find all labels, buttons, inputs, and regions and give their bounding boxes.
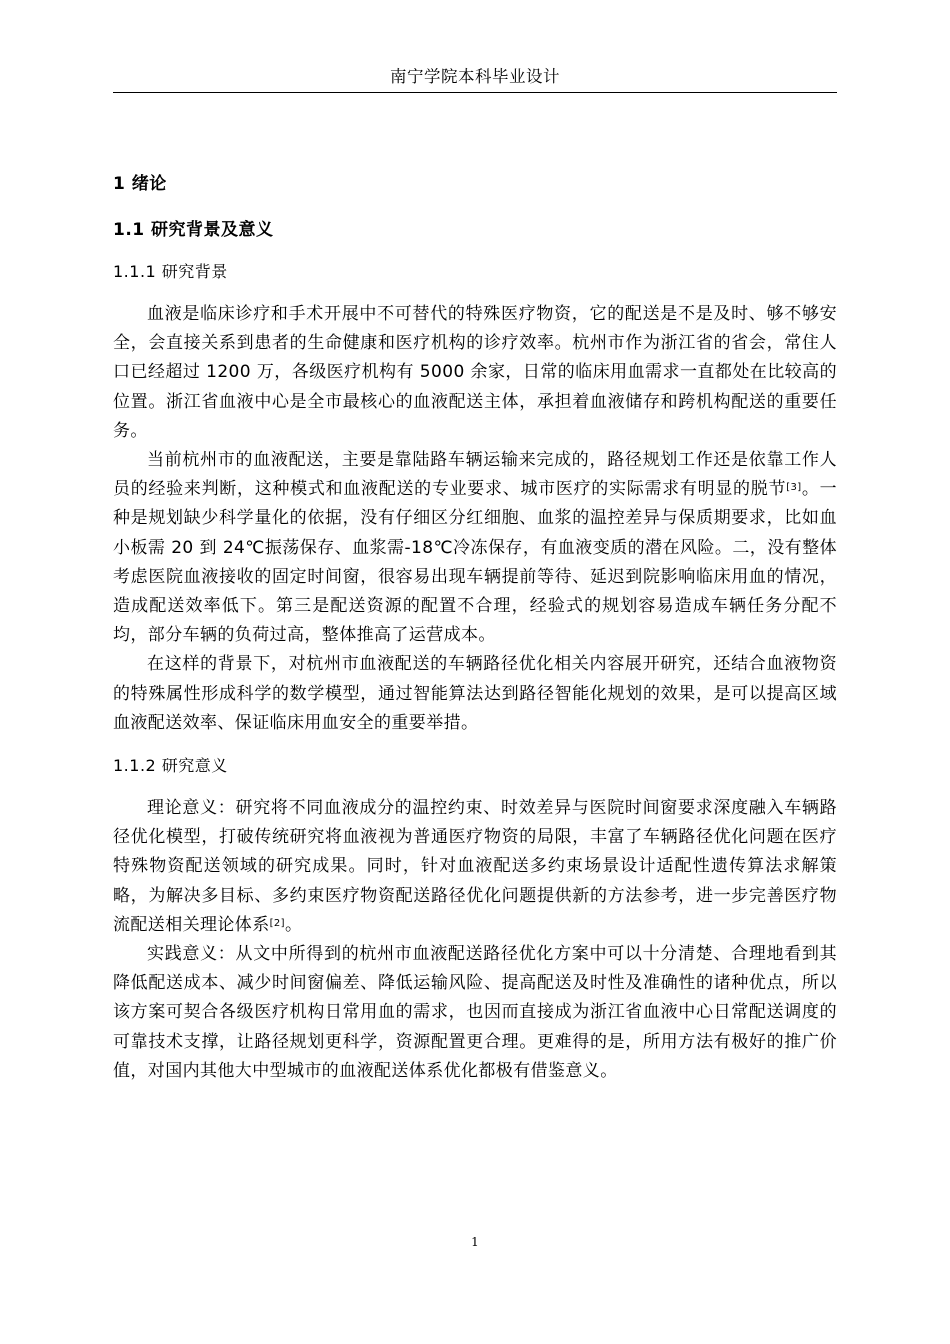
citation-ref: [2] xyxy=(269,917,285,929)
paragraph-significance-1 xyxy=(113,794,837,940)
page-header-title: 南宁学院本科毕业设计 xyxy=(390,67,560,86)
paragraph-text: 当前杭州市的血液配送，主要是靠陆路车辆运输来完成的，路径规划工作还是依靠工作人员的经验来判断，这种模式和血液配送的专业要求、城市医疗的实际需求有明显的脱节 xyxy=(113,450,837,500)
citation-ref: [3] xyxy=(786,482,802,494)
section-heading: 1.1 研究背景及意义 xyxy=(113,220,274,240)
subsection-heading-significance: 1.1.2 研究意义 xyxy=(113,756,228,776)
paragraph-background-2 xyxy=(113,446,837,650)
paragraph-text: 理论意义：研究将不同血液成分的温控约束、时效差异与医院时间窗要求深度融入车辆路径优化模型，打破传统研究将血液视为普通医疗物资的局限，丰富了车辆路径优化问题在医疗特殊物资配送领域的研究成果。同时，针对血液配送多约束场景设计适配性遗传算法求解策略，为解决多目标、多约束医疗物资配送路径优化问题提供新的方法参考，进一步完善医疗物流配送相关理论体系 xyxy=(113,798,837,935)
paragraph-background-1: 血液是临床诊疗和手术开展中不可替代的特殊医疗物资，它的配送是不是及时、够不够安全，会直接关系到患者的生命健康和医疗机构的诊疗效率。杭州市作为浙江省的省会，常住人口已经超过 1200 万，各级医疗机构有 5000 余家，日常的临床用血需求一直都处在比较高的位置。浙江省血液中心是全市最核心的血液配送主体，承担着血液储存和跨机构配送的重要任务。 xyxy=(113,304,837,441)
paragraph-text: 。一种是规划缺少科学量化的依据，没有仔细区分红细胞、血浆的温控差异与保质期要求，比如血小板需 20 到 24℃振荡保存、血浆需-18℃冷冻保存，有血液变质的潜在风险。二，没有整体考虑医院血液接收的固定时间窗，很容易出现车辆提前等待、延迟到院影响临床用血的情况，造成配送效率低下。第三是配送资源的配置不合理，经验式的规划容易造成车辆任务分配不均，部分车辆的负荷过高，整体推高了运营成本。 xyxy=(113,479,837,646)
chapter-heading: 1 绪论 xyxy=(113,174,167,194)
subsection-heading-background: 1.1.1 研究背景 xyxy=(113,262,228,281)
paragraph-significance-2: 实践意义：从文中所得到的杭州市血液配送路径优化方案中可以十分清楚、合理地看到其降低配送成本、减少时间窗偏差、降低运输风险、提高配送及时性及准确性的诸种优点，所以该方案可契合各级医疗机构日常用血的需求，也因而直接成为浙江省血液中心日常配送调度的可靠技术支撑，让路径规划更科学，资源配置更合理。更难得的是，所用方法有极好的推广价值，对国内其他大中型城市的血液配送体系优化都极有借鉴意义。 xyxy=(113,944,837,1081)
document-body xyxy=(113,170,837,1086)
page-number: 1 xyxy=(471,1235,479,1249)
paragraph-background-3: 在这样的背景下，对杭州市血液配送的车辆路径优化相关内容展开研究，还结合血液物资的特殊属性形成科学的数学模型，通过智能算法达到路径智能化规划的效果，是可以提高区域血液配送效率、保证临床用血安全的重要举措。 xyxy=(113,654,837,733)
paragraph-text: 。 xyxy=(284,914,303,935)
header-divider xyxy=(113,92,837,93)
